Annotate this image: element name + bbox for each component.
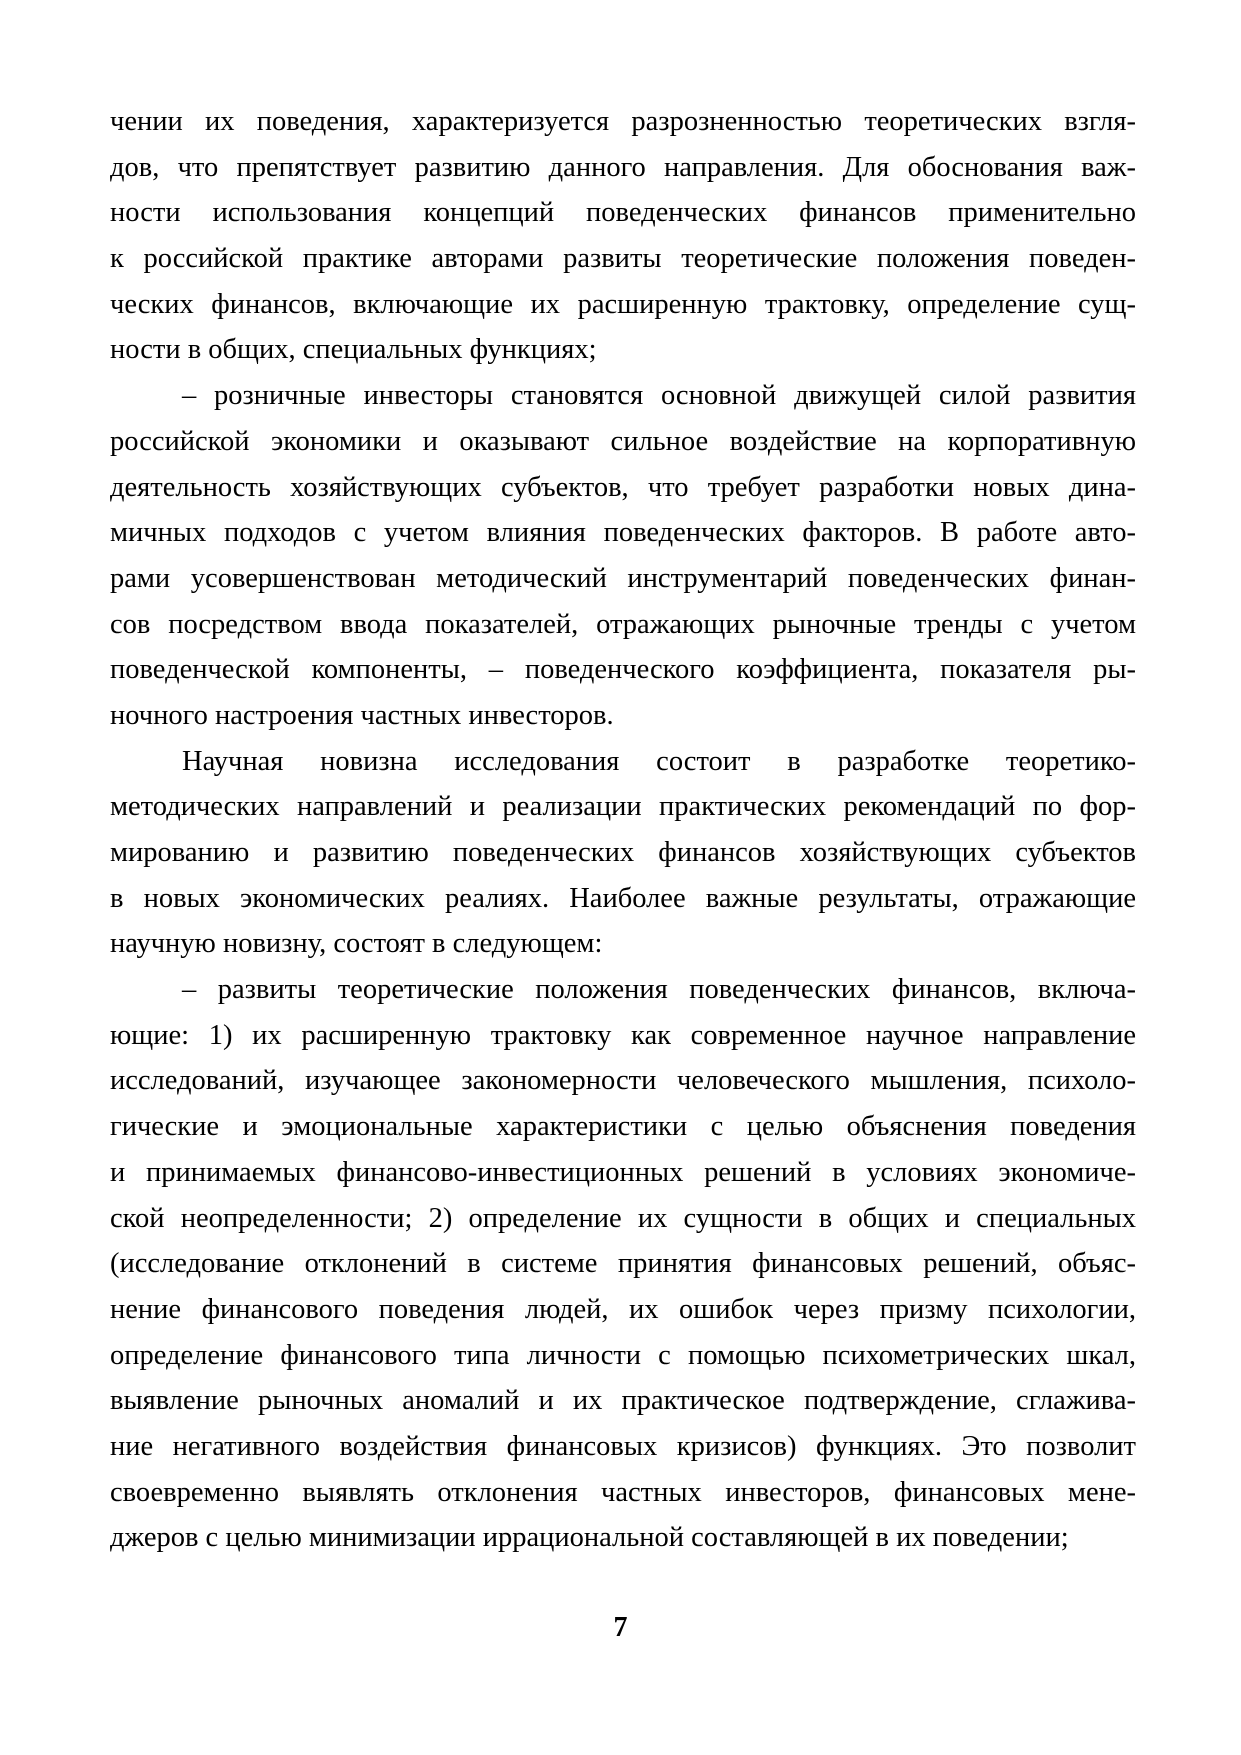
text-line: рами усовершенствован методический инструментарий поведенческих финан- <box>110 562 1136 594</box>
text-line: сов посредством ввода показателей, отражающих рыночные тренды с учетом <box>110 608 1136 640</box>
text-block <box>110 99 1136 1561</box>
text-line: ющие: 1) их расширенную трактовку как современное научное направление <box>110 1019 1136 1051</box>
text-line: мичных подходов с учетом влияния поведенческих факторов. В работе авто- <box>110 517 1136 549</box>
text-line: поведенческой компоненты, – поведенческого коэффициента, показателя ры- <box>110 654 1136 686</box>
text-line: – развиты теоретические положения поведенческих финансов, включа- <box>182 974 1136 1006</box>
text-line: нение финансового поведения людей, их ошибок через призму психологии, <box>110 1293 1136 1325</box>
text-line: в новых экономических реалиях. Наиболее важные результаты, отражающие <box>110 882 1136 914</box>
text-line: ночного настроения частных инвесторов. <box>110 699 614 731</box>
text-line: (исследование отклонений в системе принятия финансовых решений, объяс- <box>110 1248 1136 1280</box>
text-line: ние негативного воздействия финансовых кризисов) функциях. Это позволит <box>110 1430 1136 1462</box>
text-line: гические и эмоциональные характеристики с целью объяснения поведения <box>110 1111 1136 1143</box>
text-line: ческих финансов, включающие их расширенную трактовку, определение сущ- <box>110 288 1136 320</box>
text-line: деятельность хозяйствующих субъектов, что требует разработки новых дина- <box>110 471 1136 503</box>
page-number: 7 <box>613 1612 628 1643</box>
text-line: дов, что препятствует развитию данного направления. Для обоснования важ- <box>110 151 1136 183</box>
text-line: ности в общих, специальных функциях; <box>110 334 597 366</box>
text-line: выявление рыночных аномалий и их практическое подтверждение, сглажива- <box>110 1385 1136 1417</box>
text-line: и принимаемых финансово-инвестиционных решений в условиях экономиче- <box>110 1156 1136 1188</box>
text-line: своевременно выявлять отклонения частных инвесторов, финансовых мене- <box>110 1476 1136 1508</box>
text-line: методических направлений и реализации практических рекомендаций по фор- <box>110 791 1136 823</box>
text-line: Научная новизна исследования состоит в разработке теоретико- <box>182 745 1136 777</box>
text-line: ности использования концепций поведенческих финансов применительно <box>110 197 1136 229</box>
text-line: определение финансового типа личности с помощью психометрических шкал, <box>110 1339 1136 1371</box>
text-line: научную новизну, состоят в следующем: <box>110 928 603 960</box>
text-line: российской экономики и оказывают сильное воздействие на корпоративную <box>110 425 1136 457</box>
text-line: чении их поведения, характеризуется разрозненностью теоретических взгля- <box>110 106 1136 137</box>
text-line: – розничные инвесторы становятся основной движущей силой развития <box>182 380 1136 412</box>
text-line: исследований, изучающее закономерности человеческого мышления, психоло- <box>110 1065 1136 1097</box>
text-line: мированию и развитию поведенческих финансов хозяйствующих субъектов <box>110 837 1136 868</box>
text-line: к российской практике авторами развиты теоретические положения поведен- <box>110 243 1136 275</box>
text-line: джеров с целью минимизации иррациональной составляющей в их поведении; <box>110 1522 1069 1554</box>
text-line: ской неопределенности; 2) определение их сущности в общих и специальных <box>110 1202 1136 1234</box>
